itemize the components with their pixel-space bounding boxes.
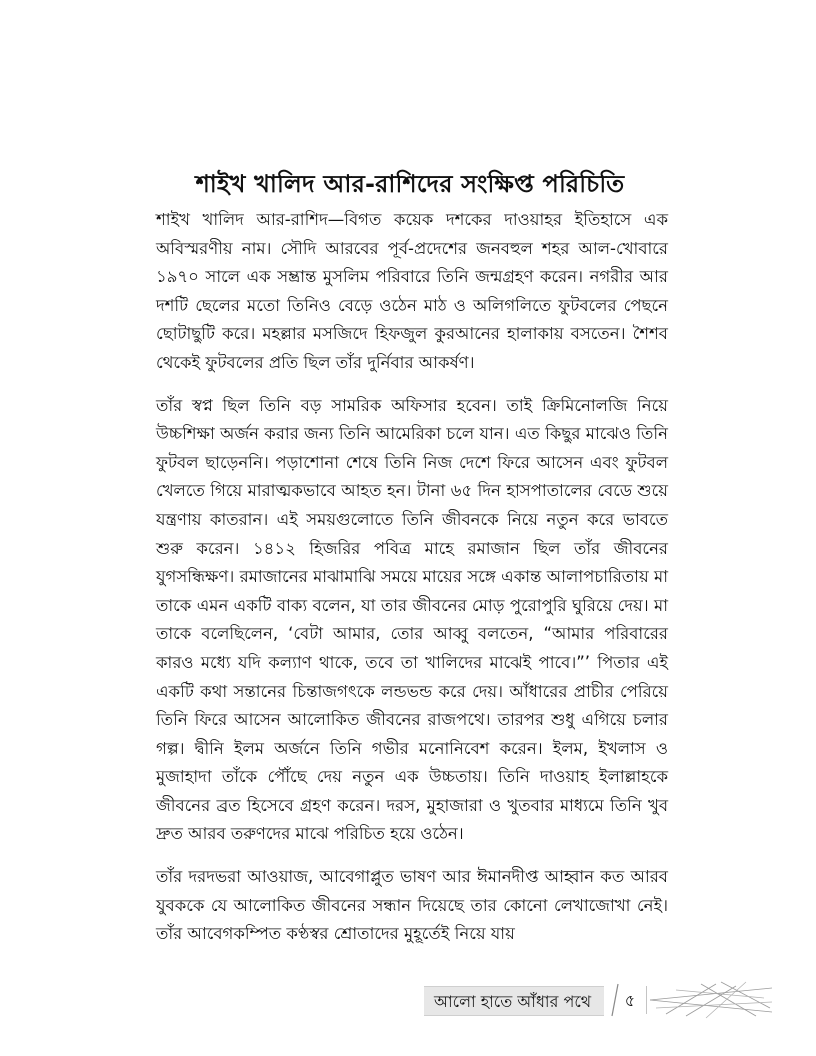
- paragraph-3: তাঁর দরদভরা আওয়াজ, আবেগাপ্লুত ভাষণ আর ঈমানদীপ্ত আহ্বান কত আরব যুবককে যে আলোকিত জীবনের সন্ধান দিয়েছে তার কোনো লেখাজোখা নেই। তাঁর আবেগকম্পিত কণ্ঠস্বর শ্রোতাদের মুহূর্তেই নিয়ে যায়: [156, 867, 668, 944]
- paragraph-2: তাঁর স্বপ্ন ছিল তিনি বড় সামরিক অফিসার হবেন। তাই ক্রিমিনোলজি নিয়ে উচ্চশিক্ষা অর্জন করার জন্য তিনি আমেরিকা চলে যান। এত কিছুর মাঝেও তিনি ফুটবল ছাড়েননি। পড়াশোনা শেষে তিনি নিজ দেশে ফিরে আসেন এবং ফুটবল খেলতে গিয়ে মারাত্মকভাবে আহত হন। টানা ৬৫ দিন হাসপাতালের বেডে শুয়ে যন্ত্রণায় কাতরান। এই সময়গুলোতে তিনি জীবনকে নিয়ে নতুন করে ভাবতে শুরু করেন। ১৪১২ হিজরির পবিত্র মাহে রমাজান ছিল তাঁর জীবনের যুগসন্ধিক্ষণ। রমাজানের মাঝামাঝি সময়ে মায়ের সঙ্গে একান্ত আলাপচারিতায় মা তাকে এমন একটি বাক্য বলেন, যা তার জীবনের মোড় পুরোপুরি ঘুরিয়ে দেয়। মা তাকে বলেছিলেন, ‘বেটা আমার, তোর আব্বু বলতেন, “আমার পরিবারের কারও মধ্যে যদি কল্যাণ থাকে, তবে তা খালিদের মাঝেই পাবে।”’ পিতার এই একটি কথা সন্তানের চিন্তাজগৎকে লন্ডভন্ড করে দেয়। আঁধারের প্রাচীর পেরিয়ে তিনি ফিরে আসেন আলোকিত জীবনের রাজপথে। তারপর শুধু এগিয়ে চলার গল্প। দ্বীনি ইলম অর্জনে তিনি গভীর মনোনিবেশ করেন। ইলম, ইখলাস ও মুজাহাদা তাঁকে পৌঁছে দেয় নতুন এক উচ্চতায়। তিনি দাওয়াহ ইলাল্লাহকে জীবনের ব্রত হিসেবে গ্রহণ করেন। দরস, মুহাজারা ও খুতবার মাধ্যমে তিনি খুব দ্রুত আরব তরুণদের মাঝে পরিচিত হয়ে ওঠেন।: [156, 395, 668, 844]
- footer-book-title: আলো হাতে আঁধার পথে: [434, 992, 592, 1011]
- geometric-lines-decoration-icon: [646, 980, 772, 1020]
- footer-title-box: [424, 986, 604, 1016]
- paragraph-1: শাইখ খালিদ আর-রাশিদ—বিগত কয়েক দশকের দাওয়াহর ইতিহাসে এক অবিস্মরণীয় নাম। সৌদি আরবের পূর্ব-প্রদেশের জনবহুল শহর আল-খোবারে ১৯৭০ সালে এক সম্ভ্রান্ত মুসলিম পরিবারে তিনি জন্মগ্রহণ করেন। নগরীর আর দশটি ছেলের মতো তিনিও বেড়ে ওঠেন মাঠ ও অলিগলিতে ফুটবলের পেছনে ছোটাছুটি করে। মহল্লার মসজিদে হিফজুল কুরআনের হালাকায় বসতেন। শৈশব থেকেই ফুটবলের প্রতি ছিল তাঁর দুর্নিবার আকর্ষণ।: [156, 210, 668, 372]
- body-text: [156, 206, 668, 963]
- page-title: শাইখ খালিদ আর-রাশিদের সংক্ষিপ্ত পরিচিতি: [195, 170, 625, 198]
- page-number: ৫: [624, 991, 636, 1010]
- page-footer: [418, 980, 773, 1020]
